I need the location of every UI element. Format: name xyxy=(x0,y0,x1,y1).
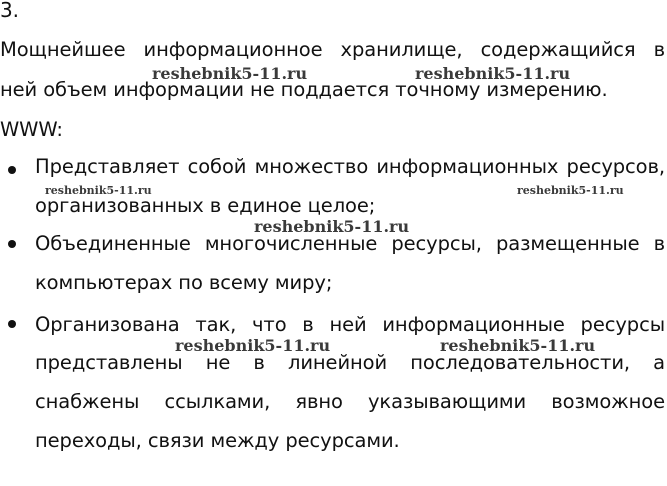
paragraph-line-2: ней объем информации не поддается точному измерению. xyxy=(0,78,608,101)
bullet-3-line-2: представлены не в линейной последовательности, а xyxy=(35,351,665,374)
bullet-3-line-1: Организована так, что в ней информационные ресурсы xyxy=(35,313,665,336)
watermark: reshebnik5-11.ru xyxy=(175,336,331,355)
paragraph-line-1: Мощнейшее информационное хранилище, содержащийся в xyxy=(0,38,665,61)
bullet-3-line-3: снабжены ссылками, явно указывающими возможное xyxy=(35,390,665,413)
watermark: reshebnik5-11.ru xyxy=(415,64,571,83)
bullet-dot-3 xyxy=(8,320,16,328)
watermark: reshebnik5-11.ru xyxy=(152,64,308,83)
watermark: reshebnik5-11.ru xyxy=(440,336,596,355)
watermark: reshebnik5-11.ru xyxy=(45,184,152,197)
watermark: reshebnik5-11.ru xyxy=(254,217,410,236)
bullet-3-line-4: переходы, связи между ресурсами. xyxy=(35,429,400,452)
watermark: reshebnik5-11.ru xyxy=(517,184,624,197)
bullet-2-line-2: компьютерах по всему миру; xyxy=(35,271,333,294)
bullet-dot-1 xyxy=(8,166,16,174)
item-number: 3. xyxy=(0,0,19,22)
www-heading: WWW: xyxy=(0,118,63,141)
bullet-dot-2 xyxy=(8,240,16,248)
bullet-1-line-1: Представляет собой множество информационных ресурсов, xyxy=(35,155,665,178)
bullet-1-line-2: организованных в единое целое; xyxy=(35,194,376,217)
bullet-2-line-1: Объединенные многочисленные ресурсы, размещенные в xyxy=(35,232,665,255)
